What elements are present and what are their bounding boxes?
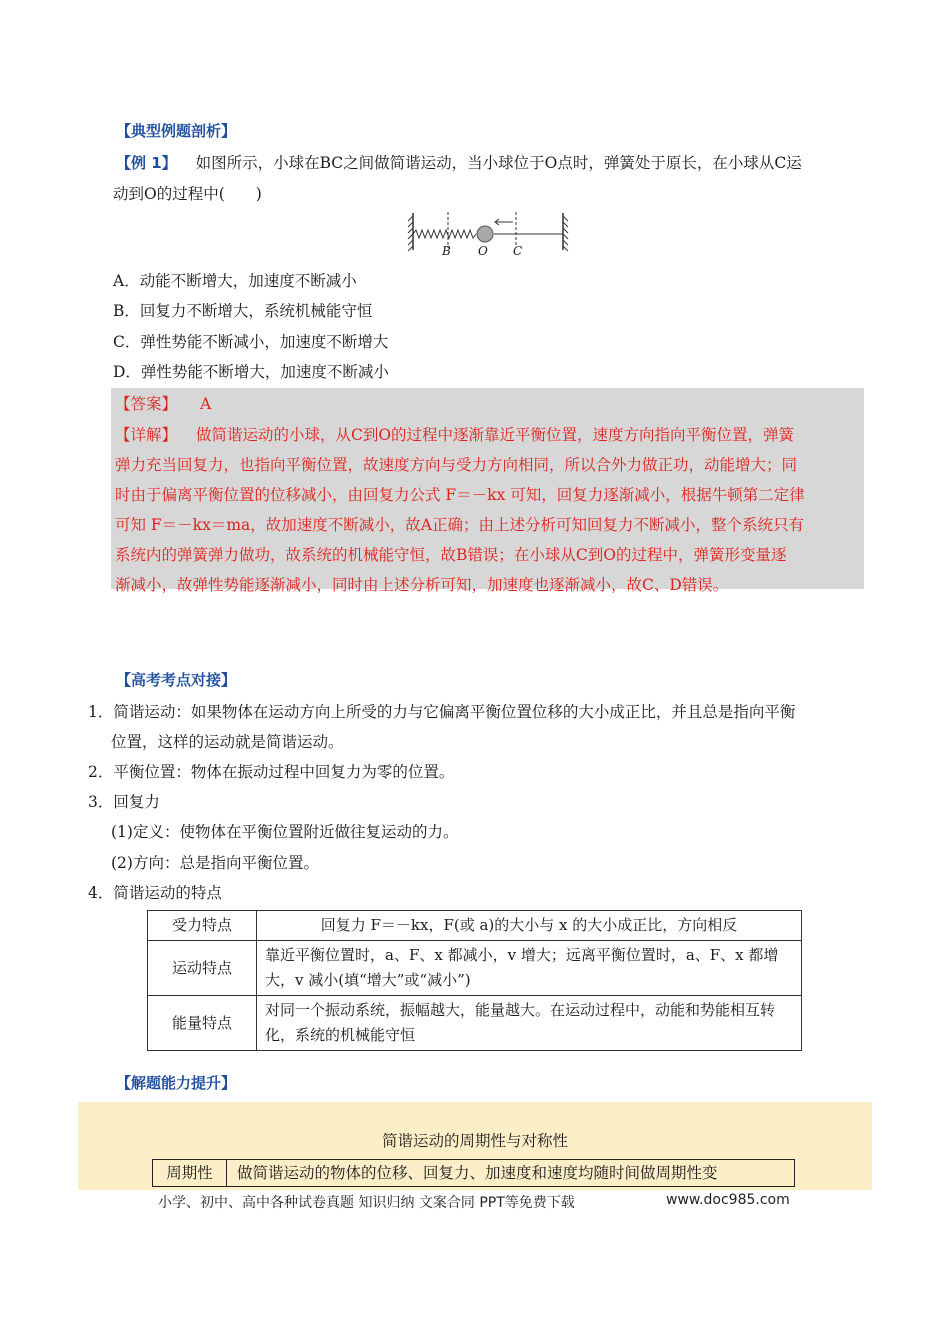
- table-head-cell: 受力特点: [148, 911, 257, 941]
- detail-line-2: 弹力充当回复力，也指向平衡位置，故速度方向与受力方向相同，所以合外力做正功，动能增大；同: [115, 456, 798, 474]
- table-row: [148, 941, 802, 996]
- question-line-2: 动到O的过程中( ): [113, 185, 262, 203]
- features-table: [147, 910, 802, 1051]
- ability-section-title: 【解题能力提升】: [116, 1074, 237, 1092]
- exam-section-title: 【高考考点对接】: [116, 671, 237, 689]
- table-body-cell: 靠近平衡位置时，a、F、x 都减小，v 增大；远离平衡位置时，a、F、x 都增大，v 减小(填“增大”或“减小”): [257, 941, 802, 996]
- detail-text-1: 做简谐运动的小球，从C到O的过程中逐渐靠近平衡位置，速度方向指向平衡位置，弹簧: [195, 426, 795, 444]
- table-row: [148, 996, 802, 1051]
- option-c: C．弹性势能不断减小，加速度不断增大: [113, 333, 389, 351]
- ability-box-title: 简谐运动的周期性与对称性: [381, 1132, 568, 1150]
- ability-row-body: 做简谐运动的物体的位移、回复力、加速度和速度均随时间做周期性变: [237, 1164, 718, 1182]
- question-text-1: 如图所示，小球在BC之间做简谐运动，当小球位于O点时，弹簧处于原长，在小球从C运: [195, 154, 802, 172]
- table-body-cell: 回复力 F＝－kx，F(或 a)的大小与 x 的大小成正比，方向相反: [257, 911, 802, 941]
- ability-row-head: 周期性: [153, 1160, 227, 1186]
- answer-line: [115, 392, 211, 414]
- answer-value: A: [199, 395, 212, 413]
- exam-item-3-1: (1)定义：使物体在平衡位置附近做往复运动的力。: [111, 823, 459, 841]
- table-body-cell: 对同一个振动系统，振幅越大，能量越大。在运动过程中，动能和势能相互转化，系统的机械能守恒: [257, 996, 802, 1051]
- example-section-title: 【典型例题剖析】: [116, 122, 237, 140]
- detail-line-3: 时由于偏离平衡位置的位移减小，由回复力公式 F＝－kx 可知，回复力逐渐减小，根据牛顿第二定律: [115, 486, 805, 504]
- figure-label-c: C: [513, 244, 523, 258]
- option-a: A．动能不断增大，加速度不断减小: [113, 272, 357, 290]
- exam-item-4: 4．简谐运动的特点: [88, 884, 222, 902]
- exam-item-1: 1．简谐运动：如果物体在运动方向上所受的力与它偏离平衡位置位移的大小成正比，并且总是指向平衡: [88, 703, 796, 721]
- ability-box: [78, 1102, 872, 1190]
- figure-label-b: B: [442, 244, 451, 258]
- detail-tag: 【详解】: [115, 426, 178, 444]
- figure-label-o: O: [478, 244, 488, 258]
- detail-line-4: 可知 F＝－kx＝ma，故加速度不断减小，故A正确；由上述分析可知回复力不断减小，整个系统只有: [115, 516, 804, 534]
- detail-line-5: 系统内的弹簧弹力做功，故系统的机械能守恒，故B错误；在小球从C到O的过程中，弹簧形变量逐: [115, 546, 787, 564]
- option-b: B．回复力不断增大，系统机械能守恒: [113, 302, 373, 320]
- detail-line-6: 渐减小，故弹性势能逐渐减小，同时由上述分析可知，加速度也逐渐减小，故C、D错误。: [115, 576, 729, 594]
- spring-oscillator-figure: [405, 208, 573, 260]
- option-d: D．弹性势能不断增大，加速度不断减小: [113, 363, 389, 381]
- detail-line-1: [115, 423, 794, 445]
- footer-text: 小学、初中、高中各种试卷真题 知识归纳 文案合同 PPT等免费下载: [158, 1195, 575, 1211]
- exam-item-2: 2．平衡位置：物体在振动过程中回复力为零的位置。: [88, 763, 455, 781]
- table-row: [148, 911, 802, 941]
- answer-box: [111, 388, 864, 594]
- table-head-cell: 运动特点: [148, 941, 257, 996]
- footer-url[interactable]: www.doc985.com: [666, 1192, 790, 1208]
- example-tag: 【例 1】: [116, 154, 177, 172]
- table-head-cell: 能量特点: [148, 996, 257, 1051]
- exam-item-3-2: (2)方向：总是指向平衡位置。: [111, 854, 319, 872]
- exam-item-1-cont: 位置，这样的运动就是简谐运动。: [111, 733, 344, 751]
- answer-tag: 【答案】: [115, 395, 178, 413]
- exam-item-3: 3．回复力: [88, 793, 160, 811]
- question-line-1: [116, 151, 802, 173]
- ability-table: [152, 1159, 795, 1187]
